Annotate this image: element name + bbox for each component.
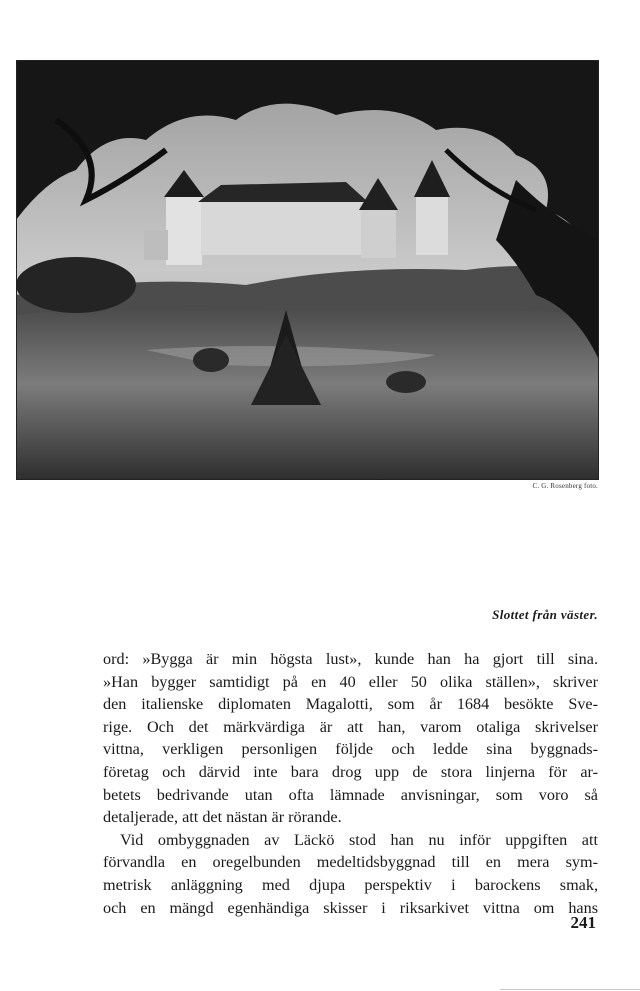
body-line: rige. Och det märkvärdiga är att han, varom otaliga skrivelser [103,717,598,736]
bottom-edge-rule [500,989,640,990]
body-line: metrisk anläggning med djupa perspektiv i barockens smak, [103,875,598,894]
castle-photograph [16,60,599,480]
photo-caption: Slottet från väster. [492,607,598,622]
photo-credit: C. G. Rosenberg foto. [532,482,598,490]
castle-photo-illustration [16,60,599,480]
body-line: förvandla en oregelbunden medeltidsbyggnad till en mera sym- [103,853,598,872]
body-line: och en mängd egenhändiga skisser i riksarkivet vittna om hans [103,898,598,917]
page-number: 241 [570,913,596,932]
body-line: »Han bygger samtidigt på en 40 eller 50 olika ställen», skriver [103,672,598,691]
body-line: Vid ombyggnaden av Läckö stod han nu inför uppgiften att [120,830,598,849]
body-line: vittna, verkligen personligen följde och ledde sina byggnads- [103,740,598,759]
body-text [103,648,598,919]
body-line: företag och därvid inte bara drog upp de stora linjerna för ar- [103,762,598,781]
body-line: detaljerade, att det nästan är rörande. [103,808,342,827]
body-line: betets bedrivande utan ofta lämnade anvisningar, som voro så [103,785,598,804]
body-line: den italienske diplomaten Magalotti, som år 1684 besökte Sve- [103,695,598,714]
body-line: ord: »Bygga är min högsta lust», kunde han ha gjort till sina. [103,650,598,668]
